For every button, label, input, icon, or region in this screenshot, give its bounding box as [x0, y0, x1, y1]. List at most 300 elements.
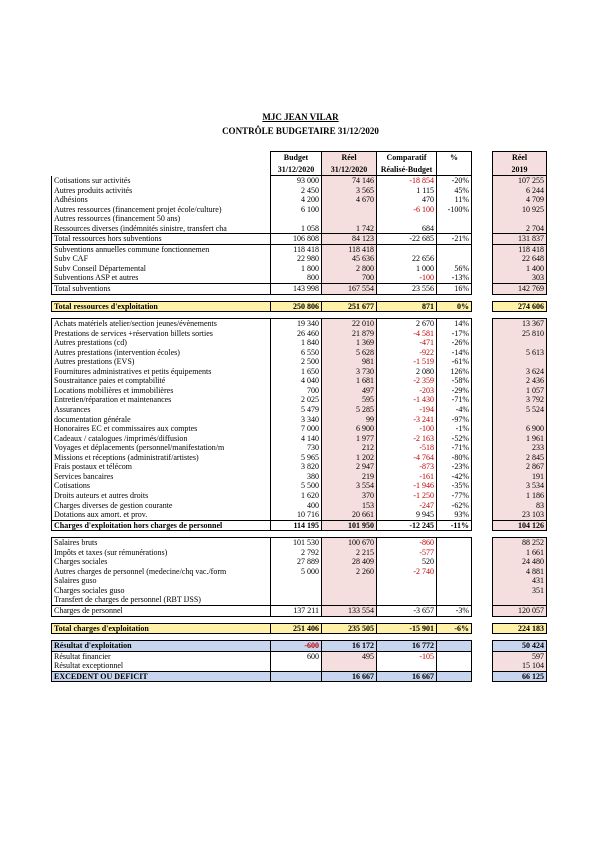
comparatif-cell: 520	[377, 557, 437, 567]
table-row	[52, 395, 547, 405]
spacer-row	[52, 294, 547, 301]
reel-cell: 4 670	[322, 195, 377, 205]
reel-cell: 5 628	[322, 348, 377, 358]
budget-cell: 7 000	[271, 424, 322, 434]
row-label: Charges d'exploitation hors charges de personnel	[52, 520, 271, 531]
comparatif-cell	[377, 595, 437, 605]
pct-cell: -14%	[437, 348, 472, 358]
budget-cell	[271, 671, 322, 682]
reel-2019-cell: 303	[493, 273, 547, 283]
budget-cell: 1 650	[271, 367, 322, 377]
comparatif-cell: -247	[377, 501, 437, 511]
reel-2019-cell: 431	[493, 576, 547, 586]
table-row	[52, 273, 547, 283]
pct-cell	[437, 576, 472, 586]
comparatif-cell: -12 245	[377, 520, 437, 531]
budget-cell: 250 806	[271, 301, 322, 312]
row-label: Charges sociales guso	[52, 586, 271, 596]
row-label: documentation générale	[52, 415, 271, 425]
row-label: Entretien/réparation et maintenances	[52, 395, 271, 405]
reel-2019-cell: 104 126	[493, 520, 547, 531]
table-row	[52, 567, 547, 577]
reel-2019-cell: 4 709	[493, 195, 547, 205]
pct-cell: -61%	[437, 357, 472, 367]
reel-cell: 45 636	[322, 254, 377, 264]
reel-2019-cell: 2 704	[493, 224, 547, 234]
budget-cell: 2 500	[271, 357, 322, 367]
table-row	[52, 586, 547, 596]
table-row	[52, 576, 547, 586]
budget-cell: 114 195	[271, 520, 322, 531]
reel-cell: 1 369	[322, 338, 377, 348]
budget-cell: 3 820	[271, 462, 322, 472]
comparatif-cell: 1 000	[377, 264, 437, 274]
reel-cell: 3 730	[322, 367, 377, 377]
pct-cell: -3%	[437, 605, 472, 616]
pct-cell	[437, 567, 472, 577]
reel-cell: 99	[322, 415, 377, 425]
comparatif-cell: 16 772	[377, 641, 437, 652]
budget-cell: -600	[271, 641, 322, 652]
comparatif-cell: -22 685	[377, 234, 437, 245]
reel-2019-cell: 2 436	[493, 376, 547, 386]
comparatif-cell: -3 241	[377, 415, 437, 425]
comparatif-cell: 23 556	[377, 284, 437, 295]
comparatif-cell: -4 764	[377, 453, 437, 463]
budget-cell: 800	[271, 273, 322, 283]
row-label: Total ressources d'exploitation	[52, 301, 271, 312]
reel-2019-cell: 3 624	[493, 367, 547, 377]
row-label: Cadeaux / catalogues /imprimés/diffusion	[52, 434, 271, 444]
row-label: Autres prestations (intervention écoles)	[52, 348, 271, 358]
row-label: Salaires bruts	[52, 538, 271, 548]
reel-2019-cell: 274 606	[493, 301, 547, 312]
reel-cell: 100 670	[322, 538, 377, 548]
reel-2019-cell: 50 424	[493, 641, 547, 652]
header-budget-date: 31/12/2020	[271, 164, 322, 176]
pct-cell	[437, 661, 472, 671]
table-row	[52, 520, 547, 531]
budget-cell	[271, 595, 322, 605]
comparatif-cell: 470	[377, 195, 437, 205]
row-label: Services bancaires	[52, 472, 271, 482]
budget-cell: 19 340	[271, 319, 322, 329]
budget-cell: 1 840	[271, 338, 322, 348]
reel-2019-cell: 24 480	[493, 557, 547, 567]
pct-cell: -71%	[437, 443, 472, 453]
pct-cell: 126%	[437, 367, 472, 377]
table-row	[52, 605, 547, 616]
pct-cell: 56%	[437, 264, 472, 274]
reel-2019-cell: 191	[493, 472, 547, 482]
budget-cell: 4 200	[271, 195, 322, 205]
table-row	[52, 548, 547, 558]
budget-cell: 5 000	[271, 567, 322, 577]
reel-cell: 153	[322, 501, 377, 511]
budget-cell: 1 800	[271, 264, 322, 274]
document-subtitle: CONTRÔLE BUDGETAIRE 31/12/2020	[222, 126, 379, 136]
comparatif-cell	[377, 576, 437, 586]
comparatif-cell	[377, 244, 437, 254]
reel-cell: 212	[322, 443, 377, 453]
comparatif-cell: -471	[377, 338, 437, 348]
pct-cell: -11%	[437, 520, 472, 531]
header-reel-2019-year: 2019	[493, 164, 547, 176]
pct-cell	[437, 244, 472, 254]
reel-cell: 28 409	[322, 557, 377, 567]
row-label: Charges de personnel	[52, 605, 271, 616]
row-label: Soustraitance paies et comptabilité	[52, 376, 271, 386]
reel-2019-cell: 13 367	[493, 319, 547, 329]
row-label: Subventions annuelles commune fonctionnemen	[52, 244, 271, 254]
pct-cell	[437, 548, 472, 558]
table-row	[52, 264, 547, 274]
column-subheader-row	[52, 164, 547, 176]
row-label: Total subventions	[52, 284, 271, 295]
reel-2019-cell: 1 186	[493, 491, 547, 501]
reel-cell: 2 800	[322, 264, 377, 274]
table-row	[52, 661, 547, 671]
table-row	[52, 651, 547, 661]
budget-cell: 137 211	[271, 605, 322, 616]
row-label: Missions et réceptions (administratif/artistes)	[52, 453, 271, 463]
spacer-row	[52, 312, 547, 319]
budget-cell: 251 406	[271, 623, 322, 634]
table-row	[52, 386, 547, 396]
reel-cell	[322, 214, 377, 224]
row-label: Adhésions	[52, 195, 271, 205]
table-row	[52, 415, 547, 425]
row-label: Frais postaux et télécom	[52, 462, 271, 472]
reel-2019-cell: 1 057	[493, 386, 547, 396]
reel-2019-cell: 224 183	[493, 623, 547, 634]
header-budget: Budget	[271, 152, 322, 164]
table-row	[52, 376, 547, 386]
table-row	[52, 491, 547, 501]
reel-cell: 16 667	[322, 671, 377, 682]
budget-cell: 118 418	[271, 244, 322, 254]
table-row	[52, 186, 547, 196]
pct-cell	[437, 641, 472, 652]
budget-cell	[271, 661, 322, 671]
header-comparatif: Comparatif	[377, 152, 437, 164]
row-label: Transfert de charges de personnel (RBT IJSS)	[52, 595, 271, 605]
row-label: Salaires guso	[52, 576, 271, 586]
comparatif-cell: -100	[377, 424, 437, 434]
table-row	[52, 501, 547, 511]
row-label: Total charges d'exploitation	[52, 623, 271, 634]
comparatif-cell: -1 430	[377, 395, 437, 405]
reel-cell: 497	[322, 386, 377, 396]
pct-cell: -97%	[437, 415, 472, 425]
reel-2019-cell: 597	[493, 651, 547, 661]
budget-cell: 106 808	[271, 234, 322, 245]
comparatif-cell: 2 670	[377, 319, 437, 329]
reel-2019-cell	[493, 415, 547, 425]
pct-cell: -77%	[437, 491, 472, 501]
reel-2019-cell: 88 252	[493, 538, 547, 548]
reel-2019-cell: 6 244	[493, 186, 547, 196]
pct-cell	[437, 671, 472, 682]
row-label: Ressources diverses (indémnités sinistre, transfert cha	[52, 224, 271, 234]
row-label: Impôts et taxes (sur rémunérations)	[52, 548, 271, 558]
budget-cell	[271, 586, 322, 596]
comparatif-cell: 684	[377, 224, 437, 234]
row-label: Total ressources hors subventions	[52, 234, 271, 245]
comparatif-cell: -18 854	[377, 176, 437, 186]
reel-cell: 74 146	[322, 176, 377, 186]
budget-cell: 4 040	[271, 376, 322, 386]
spacer-row	[52, 616, 547, 623]
reel-2019-cell	[493, 357, 547, 367]
reel-cell: 981	[322, 357, 377, 367]
comparatif-cell: 9 945	[377, 510, 437, 520]
header-comparatif-sub: Réalisé-Budget	[377, 164, 437, 176]
budget-cell: 2 792	[271, 548, 322, 558]
reel-2019-cell: 5 524	[493, 405, 547, 415]
reel-cell: 1 681	[322, 376, 377, 386]
comparatif-cell: -2 359	[377, 376, 437, 386]
pct-cell	[437, 538, 472, 548]
row-label: Assurances	[52, 405, 271, 415]
pct-cell	[437, 586, 472, 596]
table-row	[52, 195, 547, 205]
reel-2019-cell: 23 103	[493, 510, 547, 520]
comparatif-cell: 16 667	[377, 671, 437, 682]
reel-2019-cell: 233	[493, 443, 547, 453]
reel-2019-cell: 66 125	[493, 671, 547, 682]
table-row	[52, 538, 547, 548]
pct-cell: -52%	[437, 434, 472, 444]
table-row	[52, 641, 547, 652]
pct-cell: -58%	[437, 376, 472, 386]
pct-cell: -17%	[437, 329, 472, 339]
row-label: Résultat exceptionnel	[52, 661, 271, 671]
comparatif-cell: -105	[377, 651, 437, 661]
pct-cell: -29%	[437, 386, 472, 396]
pct-cell: -4%	[437, 405, 472, 415]
reel-cell: 167 554	[322, 284, 377, 295]
budget-cell: 10 716	[271, 510, 322, 520]
reel-2019-cell: 4 881	[493, 567, 547, 577]
reel-cell: 2 260	[322, 567, 377, 577]
reel-cell: 101 950	[322, 520, 377, 531]
pct-cell: -20%	[437, 176, 472, 186]
row-label: Subv Conseil Départemental	[52, 264, 271, 274]
pct-cell: -1%	[437, 424, 472, 434]
row-label: Autres ressources (financement projet école/culture)	[52, 205, 271, 215]
budget-cell: 5 500	[271, 481, 322, 491]
table-row	[52, 472, 547, 482]
reel-2019-cell	[493, 338, 547, 348]
table-row	[52, 224, 547, 234]
organization-title: MJC JEAN VILAR	[262, 112, 339, 122]
comparatif-cell: -922	[377, 348, 437, 358]
reel-cell	[322, 205, 377, 215]
header-reel-2019: Réel	[493, 152, 547, 164]
table-row	[52, 453, 547, 463]
reel-2019-cell: 2 867	[493, 462, 547, 472]
budget-cell: 1 058	[271, 224, 322, 234]
comparatif-cell	[377, 214, 437, 224]
row-label: Subventions ASP et autres	[52, 273, 271, 283]
table-row	[52, 205, 547, 215]
pct-cell: -13%	[437, 273, 472, 283]
reel-cell: 495	[322, 651, 377, 661]
pct-cell	[437, 595, 472, 605]
reel-2019-cell	[493, 595, 547, 605]
row-label: Cotisations	[52, 481, 271, 491]
budget-cell: 730	[271, 443, 322, 453]
reel-cell	[322, 595, 377, 605]
budget-cell: 6 550	[271, 348, 322, 358]
comparatif-cell: -15 901	[377, 623, 437, 634]
table-row	[52, 319, 547, 329]
reel-2019-cell: 351	[493, 586, 547, 596]
comparatif-cell: -518	[377, 443, 437, 453]
reel-cell: 251 677	[322, 301, 377, 312]
header-reel: Réel	[322, 152, 377, 164]
reel-2019-cell: 3 534	[493, 481, 547, 491]
pct-cell: -80%	[437, 453, 472, 463]
comparatif-cell: 22 656	[377, 254, 437, 264]
reel-cell: 1 202	[322, 453, 377, 463]
budget-cell: 2 025	[271, 395, 322, 405]
table-row	[52, 462, 547, 472]
reel-cell: 16 172	[322, 641, 377, 652]
row-label: Fournitures administratives et petits équipements	[52, 367, 271, 377]
reel-cell: 6 900	[322, 424, 377, 434]
table-row	[52, 595, 547, 605]
table-row	[52, 214, 547, 224]
reel-cell: 22 010	[322, 319, 377, 329]
reel-2019-cell: 22 648	[493, 254, 547, 264]
reel-cell: 235 505	[322, 623, 377, 634]
budget-cell: 22 980	[271, 254, 322, 264]
pct-cell: -26%	[437, 338, 472, 348]
header-reel-date: 31/12/2020	[322, 164, 377, 176]
pct-cell: 16%	[437, 284, 472, 295]
comparatif-cell: -860	[377, 538, 437, 548]
reel-cell: 5 285	[322, 405, 377, 415]
row-label: Dotations aux amort. et prov.	[52, 510, 271, 520]
reel-cell: 1 977	[322, 434, 377, 444]
row-label: EXCEDENT OU DEFICIT	[52, 671, 271, 682]
reel-cell	[322, 661, 377, 671]
budget-control-table	[51, 151, 547, 682]
budget-cell: 26 460	[271, 329, 322, 339]
reel-2019-cell: 1 661	[493, 548, 547, 558]
comparatif-cell: -4 581	[377, 329, 437, 339]
reel-2019-cell: 1 961	[493, 434, 547, 444]
pct-cell: 14%	[437, 319, 472, 329]
row-label: Cotisations sur activités	[52, 176, 271, 186]
budget-cell: 93 000	[271, 176, 322, 186]
comparatif-cell: -6 100	[377, 205, 437, 215]
reel-2019-cell: 10 925	[493, 205, 547, 215]
table-row	[52, 329, 547, 339]
reel-2019-cell: 6 900	[493, 424, 547, 434]
reel-cell: 2 215	[322, 548, 377, 558]
pct-cell: 0%	[437, 301, 472, 312]
comparatif-cell	[377, 661, 437, 671]
comparatif-cell: -2 163	[377, 434, 437, 444]
budget-cell: 1 620	[271, 491, 322, 501]
reel-cell: 3 565	[322, 186, 377, 196]
pct-cell: -71%	[437, 395, 472, 405]
reel-cell: 700	[322, 273, 377, 283]
row-label: Autres prestations (EVS)	[52, 357, 271, 367]
row-label: Résultat d'exploitation	[52, 641, 271, 652]
budget-cell: 4 140	[271, 434, 322, 444]
table-row	[52, 176, 547, 186]
reel-cell: 20 661	[322, 510, 377, 520]
reel-cell: 21 879	[322, 329, 377, 339]
table-row	[52, 623, 547, 634]
table-row	[52, 284, 547, 295]
reel-2019-cell: 2 845	[493, 453, 547, 463]
budget-cell	[271, 576, 322, 586]
column-header-row	[52, 152, 547, 164]
comparatif-cell: -2 740	[377, 567, 437, 577]
budget-cell: 143 998	[271, 284, 322, 295]
comparatif-cell: -194	[377, 405, 437, 415]
row-label: Autres ressources (financement 50 ans)	[52, 214, 271, 224]
table-row	[52, 254, 547, 264]
table-row	[52, 510, 547, 520]
pct-cell	[437, 214, 472, 224]
reel-2019-cell: 25 810	[493, 329, 547, 339]
spacer-row	[52, 634, 547, 641]
table-row	[52, 671, 547, 682]
comparatif-cell: 1 115	[377, 186, 437, 196]
budget-cell: 600	[271, 651, 322, 661]
pct-cell: 93%	[437, 510, 472, 520]
budget-cell: 380	[271, 472, 322, 482]
pct-cell: 11%	[437, 195, 472, 205]
reel-cell	[322, 576, 377, 586]
table-row	[52, 338, 547, 348]
pct-cell: -23%	[437, 462, 472, 472]
pct-cell: 45%	[437, 186, 472, 196]
comparatif-cell: -203	[377, 386, 437, 396]
reel-2019-cell: 131 837	[493, 234, 547, 245]
pct-cell: -35%	[437, 481, 472, 491]
reel-2019-cell: 142 769	[493, 284, 547, 295]
row-label: Subv CAF	[52, 254, 271, 264]
comparatif-cell: 2 080	[377, 367, 437, 377]
row-label: Voyages et déplacements (personnel/manifestation/m	[52, 443, 271, 453]
budget-cell	[271, 214, 322, 224]
pct-cell: -100%	[437, 205, 472, 215]
reel-2019-cell: 118 418	[493, 244, 547, 254]
pct-cell	[437, 224, 472, 234]
comparatif-cell: -873	[377, 462, 437, 472]
reel-cell: 595	[322, 395, 377, 405]
header-pct: %	[437, 152, 472, 164]
table-row	[52, 405, 547, 415]
budget-cell: 2 450	[271, 186, 322, 196]
reel-2019-cell: 83	[493, 501, 547, 511]
comparatif-cell: -3 657	[377, 605, 437, 616]
row-label: Droits auteurs et autres droits	[52, 491, 271, 501]
spacer-row	[52, 531, 547, 538]
table-row	[52, 234, 547, 245]
comparatif-cell	[377, 586, 437, 596]
reel-cell	[322, 586, 377, 596]
reel-cell: 1 742	[322, 224, 377, 234]
row-label: Autres produits activités	[52, 186, 271, 196]
